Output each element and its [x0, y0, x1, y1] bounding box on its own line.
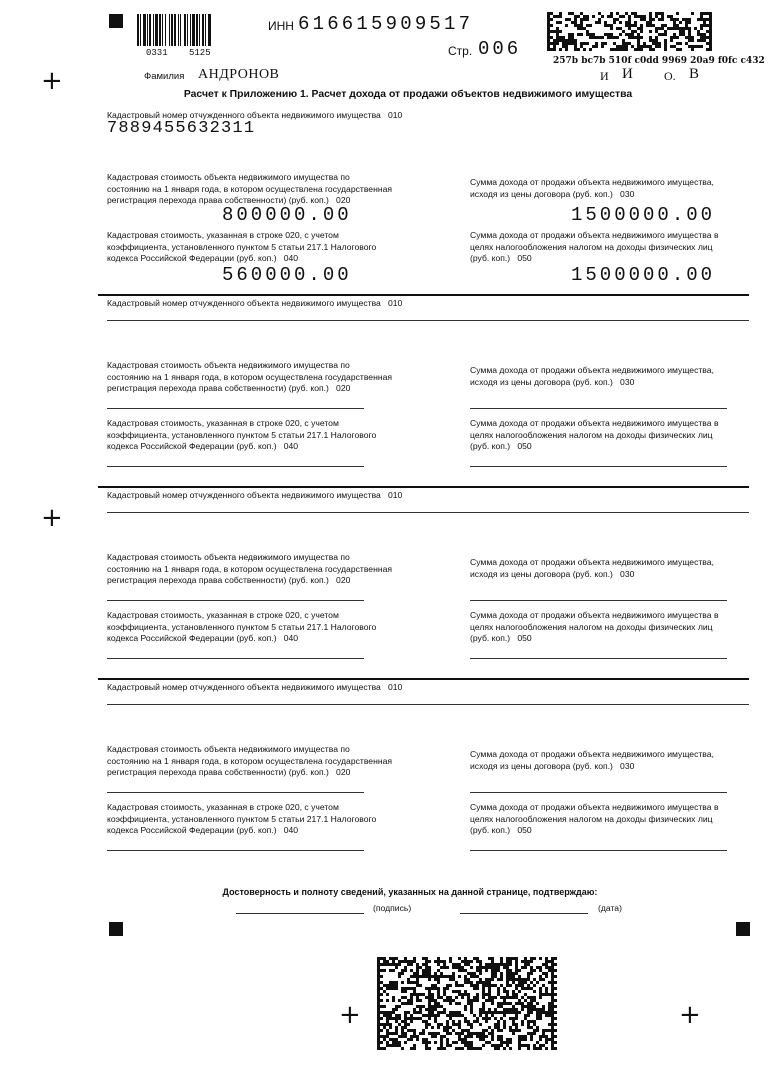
signature-line[interactable] — [236, 913, 364, 914]
barcode-number-right: 5125 — [189, 48, 211, 58]
value-030[interactable]: 1500000.00 — [571, 204, 716, 226]
value-050-field[interactable] — [470, 658, 727, 659]
cadastral-number-field[interactable] — [107, 512, 749, 513]
cadastral-number-label: Кадастровый номер отчужденного объекта недвижимого имущества 010 — [107, 110, 403, 120]
income-tax-050-label: Сумма дохода от продажи объекта недвижимого имущества в целях налогообложения налогом на доходы физических лиц (руб. коп.) 050 — [470, 230, 719, 263]
registration-cross-icon: + — [41, 66, 63, 96]
surname-label: Фамилия — [144, 71, 185, 82]
value-020-field[interactable] — [107, 792, 364, 793]
cadastral-number-field[interactable] — [107, 704, 749, 705]
income-tax-050-label: Сумма дохода от продажи объекта недвижимого имущества в целях налогообложения налогом на доходы физических лиц (руб. коп.) 050 — [470, 610, 719, 643]
cadastral-number-value[interactable]: 7889455632311 — [107, 119, 256, 138]
cadastral-number-label: Кадастровый номер отчужденного объекта недвижимого имущества 010 — [107, 682, 403, 692]
initial-label-1-value: И — [622, 66, 633, 82]
registration-cross-icon: + — [41, 503, 63, 533]
cadastral-number-label: Кадастровый номер отчужденного объекта недвижимого имущества 010 — [107, 298, 403, 308]
inn-label: ИНН — [268, 19, 294, 33]
income-030-label: Сумма дохода от продажи объекта недвижимого имущества, исходя из цены договора (руб. коп.) 030 — [470, 365, 714, 387]
corner-marker-bottom-right — [736, 922, 750, 936]
initial-label-3: В — [689, 66, 700, 82]
value-040-field[interactable] — [107, 466, 364, 467]
code-hex: 257b bc7b 510f c0dd 9969 20a9 f0fc c432 — [553, 56, 765, 66]
date-line[interactable] — [460, 913, 588, 914]
cadastral-coef-040-label: Кадастровая стоимость, указанная в строке 020, с учетом коэффициента, установленного пунктом 5 статьи 217.1 Налогового кодекса Российской Федерации (руб. коп.) 040 — [107, 418, 377, 451]
value-020-field[interactable] — [107, 600, 364, 601]
registration-cross-icon: + — [339, 1000, 361, 1030]
income-tax-050-label: Сумма дохода от продажи объекта недвижимого имущества в целях налогообложения налогом на доходы физических лиц (руб. коп.) 050 — [470, 802, 719, 835]
date-label: (дата) — [598, 903, 622, 913]
block-separator — [98, 486, 749, 488]
page-label: Стр. — [448, 44, 473, 58]
initial-label-1: И — [600, 69, 609, 83]
corner-marker-top-left — [109, 14, 123, 28]
value-030-field[interactable] — [470, 408, 727, 409]
value-030-field[interactable] — [470, 600, 727, 601]
block-separator — [98, 678, 749, 680]
cadastral-coef-040-label: Кадастровая стоимость, указанная в строке 020, с учетом коэффициента, установленного пунктом 5 статьи 217.1 Налогового кодекса Российской Федерации (руб. коп.) 040 — [107, 230, 377, 263]
cadastral-value-020-label: Кадастровая стоимость объекта недвижимого имущества по состоянию на 1 января года, в котором осуществлена государственная регистрация перехода права собственности) (руб. коп.) 020 — [107, 552, 392, 585]
header-barcode — [137, 14, 225, 46]
initial-label-2: О. — [664, 69, 676, 83]
barcode-number-left: 0331 — [146, 48, 168, 58]
income-tax-050-label: Сумма дохода от продажи объекта недвижимого имущества в целях налогообложения налогом на доходы физических лиц (руб. коп.) 050 — [470, 418, 719, 451]
header-2d-barcode — [547, 12, 713, 52]
confirm-text: Достоверность и полноту сведений, указанных на данной странице, подтверждаю: — [222, 887, 598, 897]
value-040[interactable]: 560000.00 — [222, 264, 352, 286]
registration-cross-icon: + — [679, 1000, 701, 1030]
value-050[interactable]: 1500000.00 — [571, 264, 716, 286]
value-050-field[interactable] — [470, 850, 727, 851]
corner-marker-bottom-left — [109, 922, 123, 936]
value-030-field[interactable] — [470, 792, 727, 793]
signature-label: (подпись) — [373, 903, 412, 913]
cadastral-value-020-label: Кадастровая стоимость объекта недвижимого имущества по состоянию на 1 января года, в котором осуществлена государственная регистрация перехода права собственности) (руб. коп.) 020 — [107, 744, 392, 777]
value-040-field[interactable] — [107, 850, 364, 851]
block-separator — [98, 294, 749, 296]
income-030-label: Сумма дохода от продажи объекта недвижимого имущества, исходя из цены договора (руб. коп.) 030 — [470, 177, 714, 199]
value-020[interactable]: 800000.00 — [222, 204, 352, 226]
page-title: Расчет к Приложению 1. Расчет дохода от продажи объектов недвижимого имущества — [183, 89, 633, 100]
cadastral-number-label: Кадастровый номер отчужденного объекта недвижимого имущества 010 — [107, 490, 403, 500]
surname-value: АНДРОНОВ — [198, 67, 280, 82]
footer-2d-barcode — [377, 957, 557, 1051]
cadastral-coef-040-label: Кадастровая стоимость, указанная в строке 020, с учетом коэффициента, установленного пунктом 5 статьи 217.1 Налогового кодекса Российской Федерации (руб. коп.) 040 — [107, 802, 377, 835]
inn-value: 616615909517 — [298, 13, 474, 35]
cadastral-coef-040-label: Кадастровая стоимость, указанная в строке 020, с учетом коэффициента, установленного пунктом 5 статьи 217.1 Налогового кодекса Российской Федерации (руб. коп.) 040 — [107, 610, 377, 643]
cadastral-value-020-label: Кадастровая стоимость объекта недвижимого имущества по состоянию на 1 января года, в котором осуществлена государственная регистрация перехода права собственности) (руб. коп.) 020 — [107, 360, 392, 393]
cadastral-value-020-label: Кадастровая стоимость объекта недвижимого имущества по состоянию на 1 января года, в котором осуществлена государственная регистрация перехода права собственности) (руб. коп.) 020 — [107, 172, 392, 205]
income-030-label: Сумма дохода от продажи объекта недвижимого имущества, исходя из цены договора (руб. коп.) 030 — [470, 557, 714, 579]
value-040-field[interactable] — [107, 658, 364, 659]
value-020-field[interactable] — [107, 408, 364, 409]
value-050-field[interactable] — [470, 466, 727, 467]
page-value: 006 — [478, 38, 522, 60]
cadastral-number-field[interactable] — [107, 320, 749, 321]
income-030-label: Сумма дохода от продажи объекта недвижимого имущества, исходя из цены договора (руб. коп.) 030 — [470, 749, 714, 771]
